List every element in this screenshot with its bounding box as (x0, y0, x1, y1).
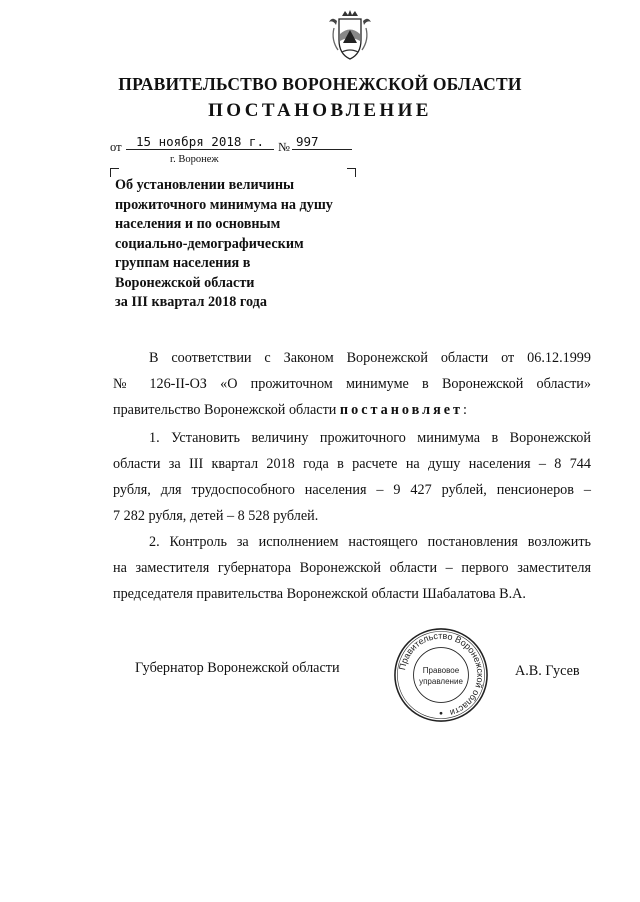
document-date: 15 ноября 2018 г. (136, 134, 264, 149)
paragraph-line: № 126-II-ОЗ «О прожиточном минимуме в Воронежской области» (113, 376, 591, 392)
official-seal-stamp (392, 626, 490, 724)
svg-text:Правительство Воронежской обла: Правительство Воронежской области (397, 630, 486, 719)
subject-line: Об установлении величины (115, 177, 295, 193)
subject-line: за III квартал 2018 года (115, 294, 267, 310)
paragraph-line: 7 282 рубля, детей – 8 528 рублей. (113, 508, 319, 524)
number-sign: № (278, 140, 290, 154)
document-subject (115, 176, 355, 313)
subject-line: группам населения в (115, 255, 251, 271)
coat-of-arms-icon (328, 10, 372, 62)
date-prefix: от (110, 140, 122, 154)
resolves-word: постановляет (339, 402, 464, 418)
preamble-text: правительство Воронежской области (113, 402, 340, 418)
signatory-title: Губернатор Воронежской области (135, 660, 340, 676)
document-number: 997 (296, 134, 319, 149)
paragraph-item-1 (113, 425, 591, 529)
subject-line: населения и по основным (115, 216, 281, 232)
subject-line: социально-демографическим (115, 235, 304, 252)
number-underline (292, 149, 352, 150)
paragraph-line: 2. Контроль за исполнением настоящего постановления возложить (149, 534, 591, 550)
signatory-name: А.В. Гусев (515, 663, 580, 679)
paragraph-line: В соответствии с Законом Воронежской области от 06.12.1999 (149, 350, 591, 366)
paragraph-preamble (113, 345, 591, 423)
paragraph-line: на заместителя губернатора Воронежской области – первого заместителя (113, 560, 591, 576)
subject-line: Воронежской области (115, 274, 255, 291)
paragraph-line: рубля, для трудоспособного населения – 9 427 рублей, пенсионеров – (113, 482, 591, 498)
date-number-row (110, 134, 370, 156)
svg-text:управление: управление (419, 676, 463, 686)
subject-line: прожиточного минимума на душу (115, 196, 333, 213)
paragraph-line (113, 397, 591, 423)
svg-text:Правовое: Правовое (422, 666, 460, 676)
organization-name: ПРАВИТЕЛЬСТВО ВОРОНЕЖСКОЙ ОБЛАСТИ (118, 74, 522, 94)
preamble-colon: : (463, 402, 467, 418)
document-city: г. Воронеж (170, 154, 219, 165)
paragraph-item-2 (113, 529, 591, 607)
paragraph-line: 1. Установить величину прожиточного минимума в Воронежской (149, 430, 591, 446)
paragraph-line: председателя правительства Воронежской области Шабалатова В.А. (113, 586, 526, 602)
paragraph-line: области за III квартал 2018 года в расчете на душу населения – 8 744 (113, 456, 591, 472)
document-type: ПОСТАНОВЛЕНИЕ (208, 100, 432, 121)
date-underline (126, 149, 274, 150)
